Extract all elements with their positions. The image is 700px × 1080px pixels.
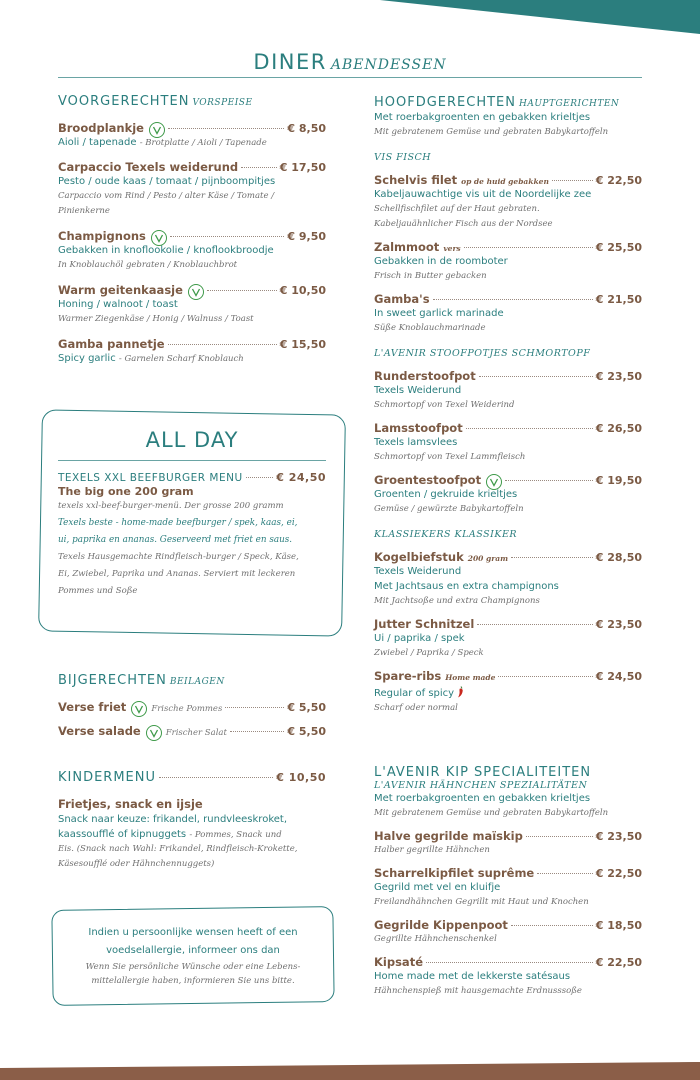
item-desc-de: - Brotplatte / Aioli / Tapenade (139, 138, 267, 148)
top-decorative-band (0, 0, 700, 40)
vis-heading: VIS FISCH (374, 152, 432, 163)
item-name: Halve gegrilde maïskip (374, 829, 523, 843)
kindermenu-heading-text: KINDERMENU (58, 770, 157, 785)
item-name: Verse salade (58, 724, 141, 738)
hoofdgerechten-desc-nl: Met roerbakgroenten en gebakken krieltjes (374, 112, 591, 123)
allergy-text-nl: Indien u persoonlijke wensen heeft of een (88, 927, 298, 938)
item-price: € 23,50 (595, 618, 642, 631)
item-desc-nl: Gebakken in knoflookolie / knoflookbroodje (58, 245, 274, 256)
item-desc-de: Schmortopf von Texel Weiderind (374, 400, 515, 410)
item-desc-nl: kaassoufflé of kipnuggets (58, 829, 187, 840)
item-name: Kipsaté (374, 955, 423, 969)
item-name: Verse friet (58, 700, 127, 714)
dot-leader (433, 299, 593, 300)
item-desc-de: Zwiebel / Paprika / Speck (374, 648, 484, 658)
item-desc-de: Schmortopf von Texel Lammfleisch (374, 452, 526, 462)
menu-item-kogelbiefstuk (374, 550, 642, 609)
item-desc-de: Freilandhähnchen Gegrillt mit Haut und Knochen (374, 897, 589, 907)
vegetarian-icon (131, 701, 147, 717)
dot-leader (168, 128, 284, 129)
item-price: € 28,50 (595, 551, 642, 564)
item-desc-nl: In sweet garlick marinade (374, 308, 504, 319)
item-price: € 25,50 (595, 241, 642, 254)
item-desc-de: In Knoblauchöl gebraten / Knoblauchbrot (58, 260, 238, 270)
bottom-decorative-band (0, 1050, 700, 1080)
kindermenu-section (58, 770, 326, 872)
kip-desc-nl: Met roerbakgroenten en gebakken krieltjes (374, 793, 591, 804)
beefburger-desc-de: Texels Hausgemachte Rindfleisch-burger / Speck, Käse, (58, 552, 299, 562)
menu-item-schelvis (374, 173, 642, 232)
beefburger-price: € 24,50 (276, 471, 326, 484)
item-price: € 8,50 (287, 122, 326, 135)
beefburger-desc-de: texels xxl-beef-burger-menü. Der grosse 200 gramm (58, 501, 284, 511)
allday-section (58, 428, 326, 600)
menu-item-scharrelkipfilet (374, 866, 642, 910)
bijgerechten-heading-text: BIJGERECHTEN (58, 673, 167, 688)
dot-leader (505, 480, 593, 481)
item-desc-de: Frisch in Butter gebacken (374, 271, 487, 281)
item-desc-de: Mit Jachtsoße und extra Champignons (374, 596, 540, 606)
menu-item-gambas (374, 292, 642, 336)
item-name: Broodplankje (58, 121, 144, 135)
hoofdgerechten-heading-sub: HAUPTGERICHTEN (519, 99, 620, 109)
item-price: € 15,50 (279, 338, 326, 351)
item-price: € 5,50 (287, 701, 326, 714)
allergy-notice (66, 924, 320, 988)
item-desc-nl: Home made met de lekkerste satésaus (374, 971, 571, 982)
menu-item-geitenkaasje (58, 281, 326, 327)
beefburger-name: TEXELS XXL BEEFBURGER MENU (58, 472, 243, 484)
item-desc-de: Frischer Salat (165, 728, 227, 738)
dot-leader (477, 624, 592, 625)
kip-section (374, 765, 642, 999)
dot-leader (246, 477, 274, 478)
item-desc-de: - Garnelen Scharf Knoblauch (118, 354, 244, 364)
menu-item-groentestoofpot (374, 471, 642, 517)
item-price: € 23,50 (595, 830, 642, 843)
item-desc-nl: Spicy garlic (58, 353, 116, 364)
allergy-text-de: Wenn Sie persönliche Wünsche oder eine Lebens- (85, 962, 301, 972)
item-desc-de: Schellfischfilet auf der Haut gebraten. (374, 204, 540, 214)
klassiekers-heading: KLASSIEKERS KLASSIKER (374, 529, 518, 540)
menu-item-champignons (58, 227, 326, 273)
title-divider (58, 77, 642, 78)
item-price: € 24,50 (595, 670, 642, 683)
item-price: € 19,50 (595, 474, 642, 487)
item-desc-nl: Honing / walnoot / toast (58, 299, 178, 310)
beefburger-desc-nl: Texels beste - home-made beefburger / spek, kaas, ei, (58, 518, 298, 528)
stoofpotjes-heading: L'AVENIR STOOFPOTJES SCHMORTOPF (374, 348, 591, 359)
beefburger-desc-de: Pommes und Soße (58, 586, 138, 596)
item-desc-nl: Gegrild met vel en kluifje (374, 882, 501, 893)
item-name: Zalmmoot (374, 240, 440, 254)
voorgerechten-heading-text: VOORGERECHTEN (58, 94, 190, 109)
dot-leader (552, 180, 593, 181)
item-name: Kogelbiefstuk (374, 550, 464, 564)
item-desc-de: Gegrillte Hähnchenschenkel (374, 934, 497, 944)
item-desc-de: Scharf oder normal (374, 703, 458, 713)
kindermenu-heading (58, 770, 326, 785)
item-name: Spare-ribs (374, 669, 442, 683)
menu-item-lamsstoofpot (374, 421, 642, 465)
bijgerechten-heading (58, 673, 326, 688)
menu-item-gamba-pannetje (58, 337, 326, 366)
item-name: Lamsstoofpot (374, 421, 463, 435)
dot-leader (159, 777, 273, 778)
allergy-text-nl: voedselallergie, informeer ons dan (106, 945, 280, 956)
menu-item-carpaccio (58, 160, 326, 219)
dot-leader (511, 557, 593, 558)
item-desc-nl: Kabeljauwachtige vis uit de Noordelijke zee (374, 189, 592, 200)
allday-divider (58, 460, 326, 461)
item-price: € 23,50 (595, 370, 642, 383)
item-desc-nl: Groenten / gekruide krieltjes (374, 489, 518, 500)
item-price: € 17,50 (279, 161, 326, 174)
item-note: vers (443, 244, 461, 253)
title-sub: ABENDESSEN (330, 57, 447, 73)
kindermenu-item (58, 797, 326, 811)
item-name: Champignons (58, 229, 146, 243)
item-desc-nl: Texels lamsvlees (374, 437, 458, 448)
menu-item-halve-maiskip (374, 829, 642, 858)
dot-leader (207, 290, 277, 291)
item-name: Warm geitenkaasje (58, 283, 183, 297)
item-desc-nl: Ui / paprika / spek (374, 633, 465, 644)
dot-leader (537, 873, 592, 874)
item-name: Jutter Schnitzel (374, 617, 475, 631)
item-desc-de: Hähnchenspieß mit hausgemachte Erdnusssoße (374, 986, 582, 996)
dot-leader (526, 836, 593, 837)
item-desc-de: Frische Pommes (151, 704, 223, 714)
item-desc-de: Süße Knoblauchmarinade (374, 323, 486, 333)
hoofdgerechten-heading (374, 95, 642, 110)
item-price: € 9,50 (287, 230, 326, 243)
item-name: Schelvis filet (374, 173, 458, 187)
item-price: € 22,50 (595, 174, 642, 187)
item-desc-de: Carpaccio vom Rind / Pesto / alter Käse / Tomate / (58, 191, 275, 201)
item-name: Gegrilde Kippenpoot (374, 918, 508, 932)
item-desc-nl: Gebakken in de roomboter (374, 256, 508, 267)
item-price: € 22,50 (595, 956, 642, 969)
hoofdgerechten-heading-text: HOOFDGERECHTEN (374, 95, 516, 110)
hoofdgerechten-desc-de: Mit gebratenem Gemüse und gebraten Babykartoffeln (374, 127, 609, 137)
vegetarian-icon (146, 725, 162, 741)
item-name: Gamba's (374, 292, 430, 306)
kindermenu-price: € 10,50 (276, 771, 326, 784)
menu-item-jutter-schnitzel (374, 617, 642, 661)
voorgerechten-heading-sub: VORSPEISE (192, 98, 253, 108)
dot-leader (168, 344, 277, 345)
beefburger-desc-de: Ei, Zwiebel, Paprika und Ananas. Serviert mit leckeren (58, 569, 296, 579)
dot-leader (466, 428, 593, 429)
item-price: € 5,50 (287, 725, 326, 738)
item-note: Home made (445, 673, 496, 682)
dot-leader (170, 236, 284, 237)
dot-leader (230, 731, 284, 732)
vegetarian-icon (151, 230, 167, 246)
item-desc-de: - Pommes, Snack und (189, 830, 282, 840)
beefburger-subtitle: The big one 200 gram (58, 485, 194, 498)
voorgerechten-section (58, 94, 326, 366)
menu-item-broodplankje (58, 119, 326, 150)
item-price: € 26,50 (595, 422, 642, 435)
vegetarian-icon (149, 122, 165, 138)
dot-leader (498, 676, 592, 677)
voorgerechten-heading (58, 94, 326, 109)
menu-item-verse-salade (58, 722, 326, 738)
item-desc-de: Halber gegrillte Hähnchen (374, 845, 490, 855)
item-name: Carpaccio Texels weiderund (58, 160, 239, 174)
dot-leader (479, 376, 593, 377)
dot-leader (464, 247, 593, 248)
item-desc-de: Käsesoufflé oder Hähnchennuggets) (58, 859, 215, 869)
kip-desc-de: Mit gebratenem Gemüse und gebraten Babykartoffeln (374, 808, 609, 818)
beefburger-heading (58, 471, 326, 484)
dot-leader (426, 962, 593, 963)
item-desc-nl: Pesto / oude kaas / tomaat / pijnboompitjes (58, 176, 276, 187)
item-price: € 18,50 (595, 919, 642, 932)
beefburger-desc-nl: ui, paprika en ananas. Geserveerd met friet en saus. (58, 535, 293, 545)
kip-heading: L'AVENIR KIP SPECIALITEITEN (374, 765, 592, 780)
item-desc-de: Pinienkerne (58, 206, 110, 216)
menu-title (58, 50, 642, 74)
item-note: op de huid gebakken (461, 177, 549, 186)
item-desc-de: Gemüse / gewürzte Babykartoffeln (374, 504, 524, 514)
item-note: 200 gram (467, 554, 509, 563)
item-desc-nl: Aioli / tapenade (58, 137, 137, 148)
item-price: € 22,50 (595, 867, 642, 880)
item-desc-nl: Met Jachtsaus en extra champignons (374, 581, 559, 592)
menu-item-kipsate (374, 955, 642, 999)
dot-leader (241, 167, 277, 168)
item-name: Scharrelkipfilet suprême (374, 866, 535, 880)
item-name: Groentestoofpot (374, 473, 482, 487)
right-column (374, 95, 642, 716)
item-name: Runderstoofpot (374, 369, 476, 383)
item-name: Frietjes, snack en ijsje (58, 797, 203, 811)
item-name: Gamba pannetje (58, 337, 165, 351)
dot-leader (511, 925, 593, 926)
item-desc-nl: Texels Weiderund (374, 566, 462, 577)
title-main: DINER (253, 50, 327, 74)
item-price: € 21,50 (595, 293, 642, 306)
menu-item-verse-friet (58, 698, 326, 714)
item-desc-nl: Snack naar keuze: frikandel, rundvleeskroket, (58, 814, 287, 825)
item-desc-de: Eis. (Snack nach Wahl: Frikandel, Rindfleisch-Krokette, (58, 844, 298, 854)
menu-item-spare-ribs (374, 669, 642, 716)
kip-subheading: L'AVENIR HÄHNCHEN SPEZIALITÄTEN (374, 780, 588, 791)
dot-leader (225, 707, 284, 708)
menu-item-kippenpoot (374, 918, 642, 947)
menu-item-runderstoofpot (374, 369, 642, 413)
item-desc-nl: Regular of spicy (374, 688, 455, 699)
allday-title: ALL DAY (145, 428, 239, 452)
item-desc-nl: Texels Weiderund (374, 385, 462, 396)
item-price: € 10,50 (279, 284, 326, 297)
vegetarian-icon (486, 474, 502, 490)
bijgerechten-heading-sub: BEILAGEN (169, 677, 225, 687)
vegetarian-icon (188, 284, 204, 300)
chili-pepper-icon (457, 686, 465, 698)
item-desc-de: Kabeljauähnlicher Fisch aus der Nordsee (374, 219, 553, 229)
allergy-text-de: mittelallergie haben, informieren Sie uns bitte. (91, 976, 295, 986)
menu-item-zalmmoot (374, 240, 642, 284)
bijgerechten-section (58, 673, 326, 738)
item-desc-de: Warmer Ziegenkäse / Honig / Walnuss / Toast (58, 314, 254, 324)
